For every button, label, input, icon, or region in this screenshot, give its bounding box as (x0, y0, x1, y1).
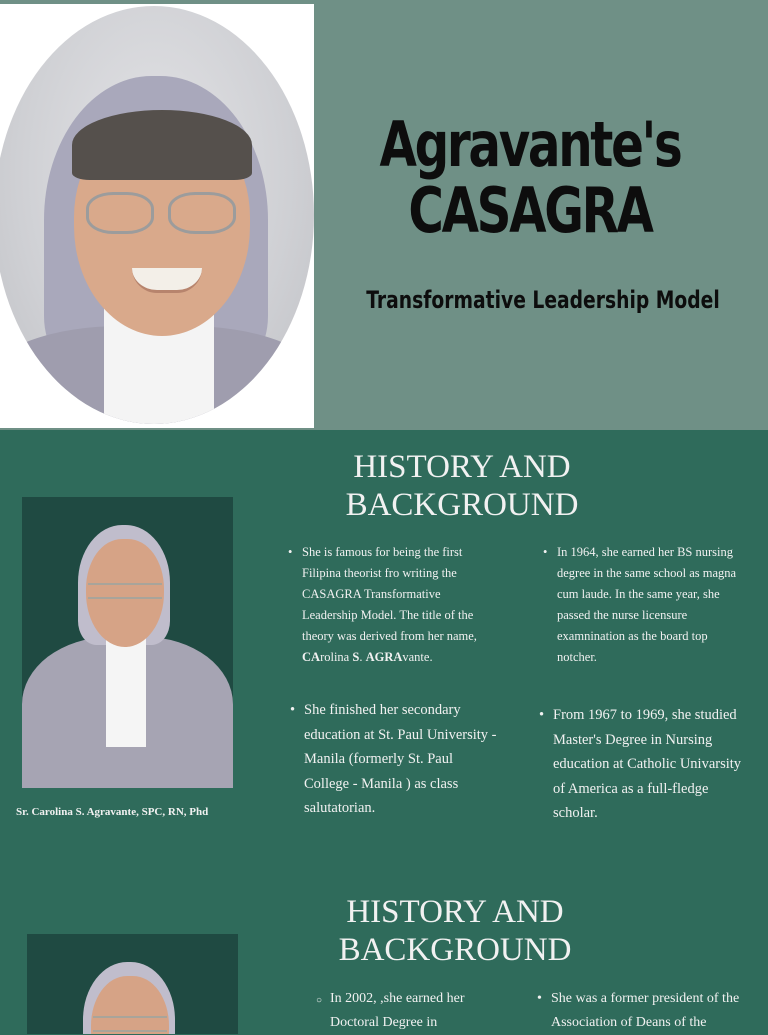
hero-title-line2: CASAGRA (408, 174, 652, 247)
section2-title (275, 893, 635, 969)
section1-col1-list-b (288, 698, 498, 821)
section2-portrait-photo (27, 934, 238, 1034)
hero-portrait-oval (0, 6, 314, 424)
name-part-s: S (352, 650, 360, 664)
section2-col2-list (535, 987, 747, 1035)
section2-title-line1: HISTORY AND (346, 894, 564, 930)
section1-portrait-photo (22, 497, 233, 788)
section2-title-line2: BACKGROUND (338, 932, 572, 968)
list-item: ○ In 2002, ,she earned her Doctoral Degree in (314, 987, 504, 1035)
section2-col1-list (314, 987, 504, 1035)
section1-col2-list-b (537, 703, 749, 826)
hero-title-line1: Agravante's (379, 108, 681, 181)
section1-title (282, 448, 642, 524)
portrait-caption: Sr. Carolina S. Agravante, SPC, RN, Phd (16, 806, 209, 818)
name-part-dot: . (359, 650, 366, 664)
portrait-glasses (93, 1016, 167, 1032)
portrait-glasses (86, 192, 236, 232)
section1-col2-list (541, 542, 737, 668)
list-item: • From 1967 to 1969, she studied Master's Degree in Nursing education at Catholic Univarsity of America as a full-fledge scholar. (537, 703, 749, 826)
hero-title (366, 108, 694, 247)
name-part-rolina: rolina (320, 650, 353, 664)
list-item: • In 1964, she earned her BS nursing degree in the same school as magna cum laude. In the same year, she passed the nurse licensure examnination as the board top notcher. (541, 542, 737, 668)
list-item: • She was a former president of the Association of Deans of the (535, 987, 747, 1035)
hero-subtitle: Transformative Leadership Model (366, 286, 720, 314)
section1-title-line2: BACKGROUND (345, 487, 579, 523)
name-part-agra: AGRA (365, 650, 403, 664)
hero-banner (0, 0, 768, 430)
list-item (286, 542, 486, 668)
name-part-ca: CA (302, 650, 321, 664)
list-item: • She finished her secondary education at St. Paul University - Manila (formerly St. Paul College - Manila ) as class salutatorian. (288, 698, 498, 821)
portrait-collar (106, 637, 146, 747)
list-item-text: She is famous for being the first Filipina theorist fro writing the CASAGRA Transformative Leadership Model. The title of the theory was derived from her name, (302, 545, 477, 643)
hero-portrait-photo (0, 4, 314, 428)
section1-title-line1: HISTORY AND (353, 449, 571, 485)
portrait-glasses (88, 583, 162, 599)
name-part-vante: vante. (402, 650, 433, 664)
portrait-hair (72, 110, 252, 180)
section1-col1-list (286, 542, 486, 668)
